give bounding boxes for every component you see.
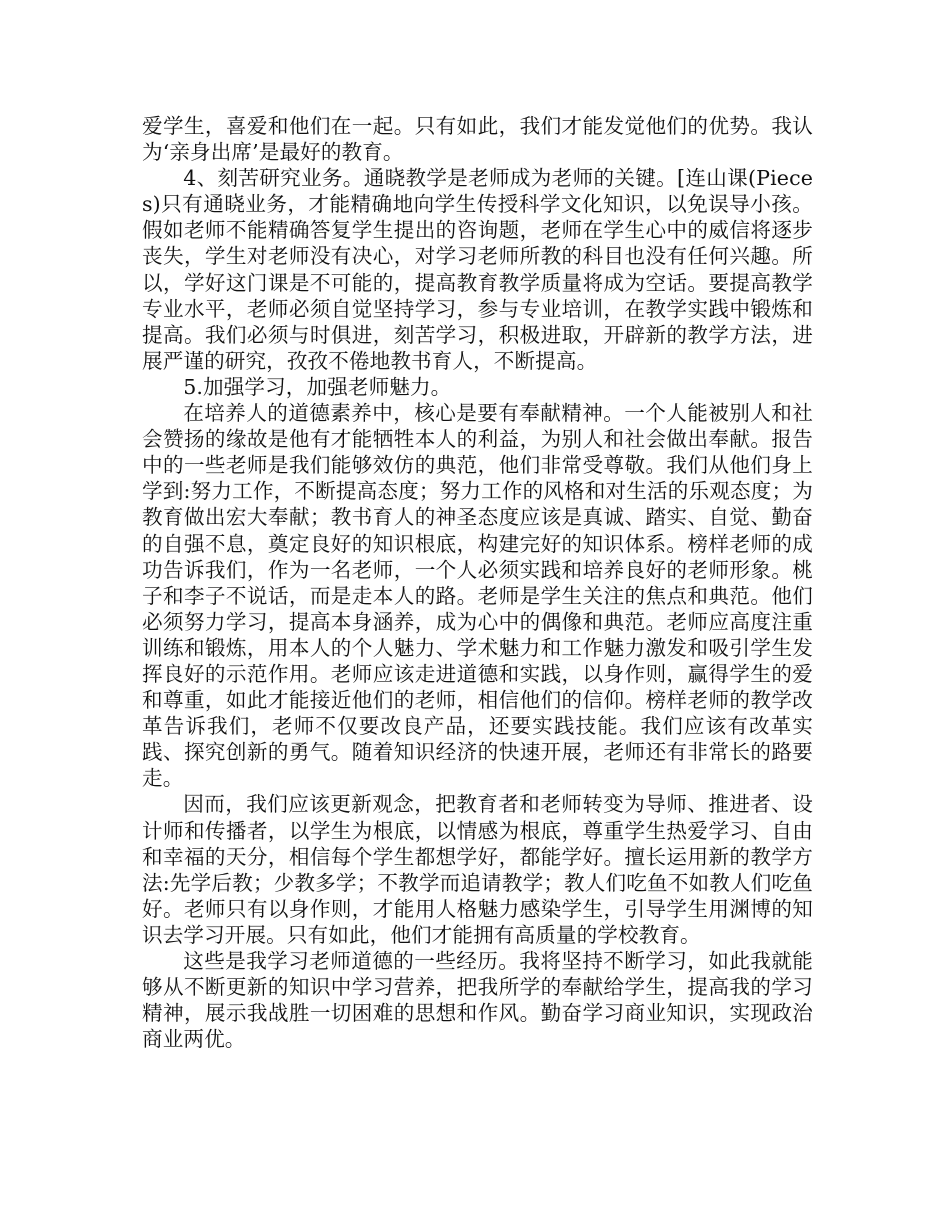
paragraph-intro-continuation: 爱学生，喜爱和他们在一起。只有如此，我们才能发觉他们的优势。我认为‘亲身出席’是最好的教育。 bbox=[142, 114, 813, 165]
paragraph-conclusion: 这些是我学习老师道德的一些经历。我将坚持不断学习，如此我就能够从不断更新的知识中学习营养，把我所学的奉献给学生，提高我的学习精神，展示我战胜一切困难的思想和作风。勤奋学习商业知识，实现政治商业两优。 bbox=[142, 949, 813, 1052]
paragraph-point-5-heading: 5.加强学习，加强老师魅力。 bbox=[183, 374, 452, 399]
paragraph-moral-cultivation: 在培养人的道德素养中，核心是要有奉献精神。一个人能被别人和社会赞扬的缘故是他有才能牺牲本人的利益，为别人和社会做出奉献。报告中的一些老师是我们能够效仿的典范，他们非常受尊敬。我们从他们身上学到:努力工作，不断提高态度；努力工作的风格和对生活的乐观态度；为教育做出宏大奉献；教书育人的神圣态度应该是真诚、踏实、自觉、勤奋的自强不息，奠定良好的知识根底，构建完好的知识体系。榜样老师的成功告诉我们，作为一名老师，一个人必须实践和培养良好的老师形象。桃子和李子不说话，而是走本人的路。老师是学生关注的焦点和典范。他们必须努力学习，提高本身涵养，成为心中的偶像和典范。老师应高度注重训练和锻炼，用本人的个人魅力、学术魅力和工作魅力激发和吸引学生发挥良好的示范作用。老师应该走进道德和实践，以身作则，赢得学生的爱和尊重，如此才能接近他们的老师，相信他们的信仰。榜样老师的教学改革告诉我们，老师不仅要改良产品，还要实践技能。我们应该有改革实践、探究创新的勇气。随着知识经济的快速开展，老师还有非常长的路要走。 bbox=[142, 401, 813, 791]
paragraph-point-4: 4、刻苦研究业务。通晓教学是老师成为老师的关键。[连山课(Pieces)只有通晓业务，才能精确地向学生传授科学文化知识，以免误导小孩。假如老师不能精确答复学生提出的咨询题，老师在学生心中的威信将逐步丧失，学生对老师没有决心，对学习老师所教的科目也没有任何兴趣。所以，学好这门课是不可能的，提高教育教学质量将成为空话。要提高教学专业水平，老师必须自觉坚持学习，参与专业培训，在教学实践中锻炼和提高。我们必须与时俱进，刻苦学习，积极进取，开辟新的教学方法，进展严谨的研究，孜孜不倦地教书育人，不断提高。 bbox=[142, 166, 813, 373]
document-page bbox=[142, 113, 813, 1052]
paragraph-update-concepts: 因而，我们应该更新观念，把教育者和老师转变为导师、推进者、设计师和传播者，以学生为根底，以情感为根底，尊重学生热爱学习、自由和幸福的天分，相信每个学生都想学好，都能学好。擅长运用新的教学方法:先学后教；少教多学；不教学而追请教学；教人们吃鱼不如教人们吃鱼好。老师只有以身作则，才能用人格魅力感染学生，引导学生用渊博的知识去学习开展。只有如此，他们才能拥有高质量的学校教育。 bbox=[142, 792, 813, 947]
